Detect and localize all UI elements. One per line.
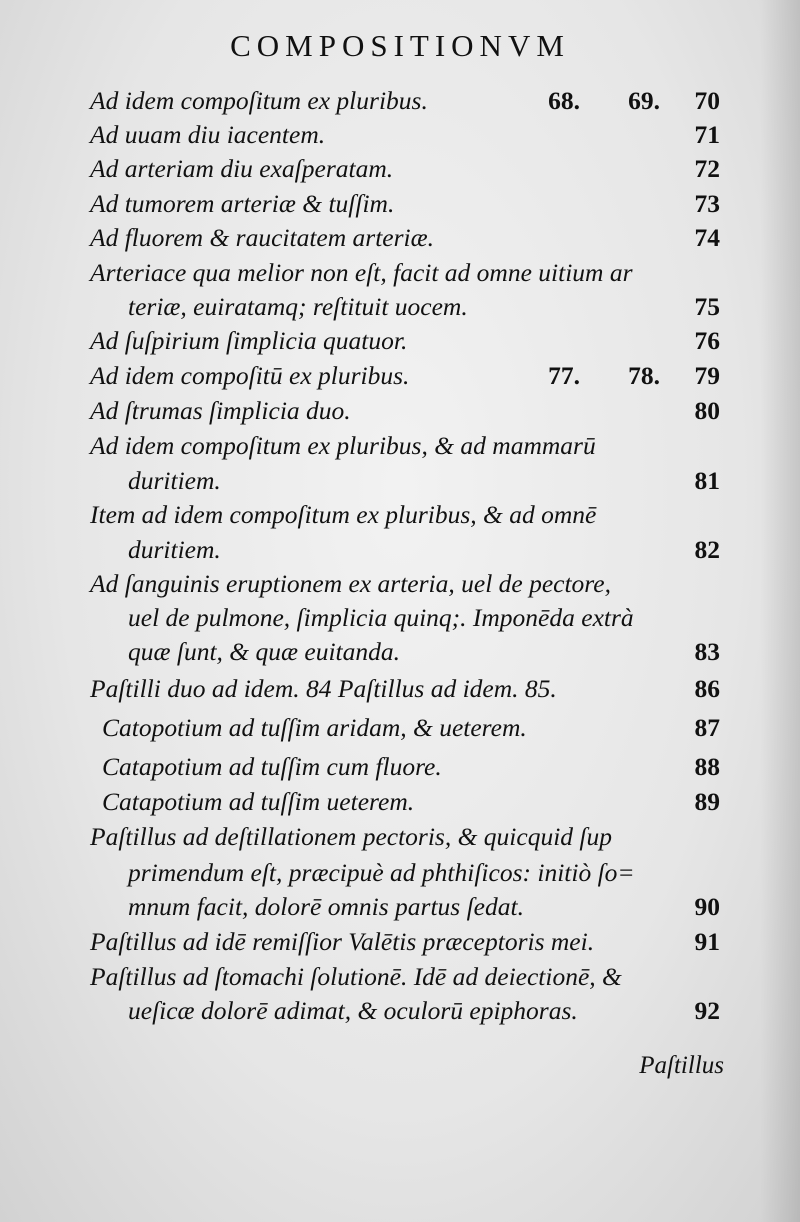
entry-text: uel de pulmone, ſimplicia quinq;. Imponēda extrà [128, 603, 634, 632]
page-number: 73 [694, 189, 720, 218]
page-number: 76 [694, 326, 720, 355]
entry-text: Paſtillus ad ſtomachi ſolutionē. Idē ad deiectionē, & [90, 962, 622, 991]
entry-text: Catapotium ad tuſſim cum fluore. [102, 752, 442, 781]
index-line [0, 290, 800, 324]
entry-text: teriæ, euiratamq; reſtituit uocem. [128, 292, 468, 321]
entry-text: Ad idem compoſitum ex pluribus, & ad mammarū [90, 431, 596, 460]
page-number: 71 [694, 120, 720, 149]
entry-text: Ad idem compoſitū ex pluribus. [90, 361, 410, 390]
entry-text: primendum eſt, præcipuè ad phthiſicos: initiò ſo= [128, 858, 635, 887]
page-number: 81 [694, 466, 720, 495]
entry-text: Ad uuam diu iacentem. [90, 120, 326, 149]
entry-text: Paſtillus ad deſtillationem pectoris, & quicquid ſup [90, 822, 613, 851]
page-number: 89 [694, 787, 720, 816]
index-line [0, 711, 800, 745]
entry-text: quæ ſunt, & quæ euitanda. [128, 637, 401, 666]
page-number: 92 [694, 996, 720, 1025]
entry-text: duritiem. [128, 535, 221, 564]
index-line [0, 672, 800, 706]
index-line [0, 785, 800, 819]
entry-text: Ad ſtrumas ſimplicia duo. [90, 396, 351, 425]
page-number: 79 [694, 361, 720, 390]
entry-text: ueſicæ dolorē adimat, & oculorū epiphoras. [128, 996, 578, 1025]
index-line [0, 152, 800, 186]
entry-text: Catapotium ad tuſſim ueterem. [102, 787, 415, 816]
index-line [0, 464, 800, 498]
index-line [0, 359, 800, 393]
index-line [0, 498, 800, 532]
entry-text: Catopotium ad tuſſim aridam, & ueterem. [102, 713, 527, 742]
catchword: Paſtillus [639, 1052, 724, 1079]
page-number: 77. [548, 361, 580, 390]
entry-text: Paſtillus ad idē remiſſior Valētis præceptoris mei. [90, 927, 595, 956]
page-number: 90 [694, 892, 720, 921]
index-line [0, 994, 800, 1028]
page-number: 86 [694, 674, 720, 703]
index-line [0, 256, 800, 290]
index-line [0, 429, 800, 463]
page-number: 74 [694, 223, 720, 252]
index-line [0, 856, 800, 890]
entry-text: mnum facit, dolorē omnis partus ſedat. [128, 892, 524, 921]
index-line [0, 925, 800, 959]
index-line [0, 187, 800, 221]
page-number: 68. [548, 86, 580, 115]
index-line [0, 567, 800, 601]
page-number: 72 [694, 154, 720, 183]
index-line [0, 84, 800, 118]
entry-text: Ad ſanguinis eruptionem ex arteria, uel de pectore, [90, 569, 611, 598]
index-line [0, 635, 800, 669]
entry-text: Item ad idem compoſitum ex pluribus, & ad omnē [90, 500, 597, 529]
entry-text: Ad fluorem & raucitatem arteriæ. [90, 223, 434, 252]
entry-text: Ad ſuſpirium ſimplicia quatuor. [90, 326, 408, 355]
running-head: COMPOSITIONVM [230, 28, 570, 63]
page-number: 80 [694, 396, 720, 425]
page-number: 82 [694, 535, 720, 564]
entry-text: duritiem. [128, 466, 221, 495]
entry-text: Paſtilli duo ad idem. 84 Paſtillus ad idem. 85. [90, 674, 557, 703]
page-number: 70 [694, 86, 720, 115]
entry-text: Ad arteriam diu exaſperatam. [90, 154, 394, 183]
page-number: 78. [628, 361, 660, 390]
index-line [0, 750, 800, 784]
entry-text: Ad idem compoſitum ex pluribus. [90, 86, 428, 115]
page-number: 75 [694, 292, 720, 321]
page-number: 83 [694, 637, 720, 666]
index-line [0, 324, 800, 358]
index-line [0, 960, 800, 994]
page-number: 88 [694, 752, 720, 781]
index-line [0, 118, 800, 152]
page-number: 69. [628, 86, 660, 115]
index-line [0, 394, 800, 428]
index-line [0, 820, 800, 854]
entry-text: Ad tumorem arteriæ & tuſſim. [90, 189, 395, 218]
entry-text: Arteriace qua melior non eſt, facit ad omne uitium ar [90, 258, 633, 287]
page-number: 87 [694, 713, 720, 742]
index-line [0, 890, 800, 924]
page-number: 91 [694, 927, 720, 956]
index-line [0, 533, 800, 567]
index-line [0, 221, 800, 255]
index-line [0, 601, 800, 635]
